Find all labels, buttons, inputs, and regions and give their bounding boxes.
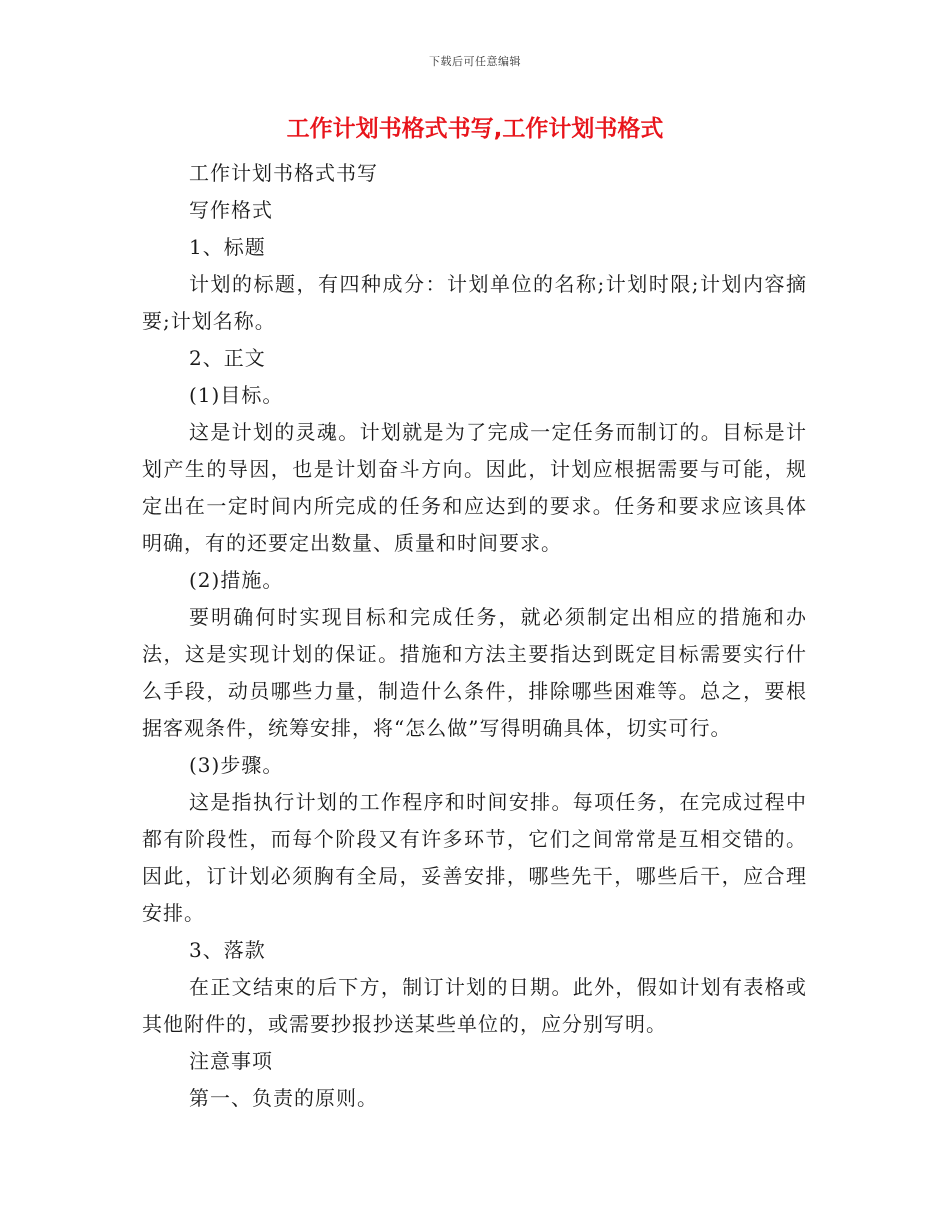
paragraph-measures-text: 要明确何时实现目标和完成任务，就必须制定出相应的措施和办法，这是实现计划的保证。措施和方法主要指达到既定目标需要实行什么手段，动员哪些力量，制造什么条件，排除哪些困难等。总之，要根据客观条件，统筹安排，将“怎么做”写得明确具体，切实可行。 [142,605,807,740]
header-note: 下载后可任意编辑 [429,55,521,68]
paragraph-subheading-goal: (1)目标。 [189,383,284,407]
paragraph-section-body: 2、正文 [189,346,266,370]
paragraph-subheading-measures: (2)措施。 [189,568,284,592]
paragraph-heading-notes: 注意事项 [189,1049,273,1073]
paragraph-title-components: 计划的标题，有四种成分：计划单位的名称;计划时限;计划内容摘要;计划名称。 [142,272,807,333]
paragraph-section-signature: 3、落款 [189,938,266,962]
paragraph-section-title: 1、标题 [189,235,266,259]
paragraph-goal-text: 这是计划的灵魂。计划就是为了完成一定任务而制订的。目标是计划产生的导因，也是计划奋斗方向。因此，计划应根据需要与可能，规定出在一定时间内所完成的任务和应达到的要求。任务和要求应该具体明确，有的还要定出数量、质量和时间要求。 [142,420,807,555]
paragraph-heading-main: 工作计划书格式书写 [189,161,378,185]
document-body [142,155,807,1117]
paragraph-note-first: 第一、负责的原则。 [189,1086,378,1110]
paragraph-heading-format: 写作格式 [189,198,273,222]
paragraph-subheading-steps: (3)步骤。 [189,753,284,777]
paragraph-signature-text: 在正文结束的后下方，制订计划的日期。此外，假如计划有表格或其他附件的，或需要抄报抄送某些单位的，应分别写明。 [142,975,807,1036]
document-title: 工作计划书格式书写,工作计划书格式 [286,116,664,142]
paragraph-steps-text: 这是指执行计划的工作程序和时间安排。每项任务，在完成过程中都有阶段性，而每个阶段又有许多环节，它们之间常常是互相交错的。因此，订计划必须胸有全局，妥善安排，哪些先干，哪些后干，应合理安排。 [142,790,807,925]
